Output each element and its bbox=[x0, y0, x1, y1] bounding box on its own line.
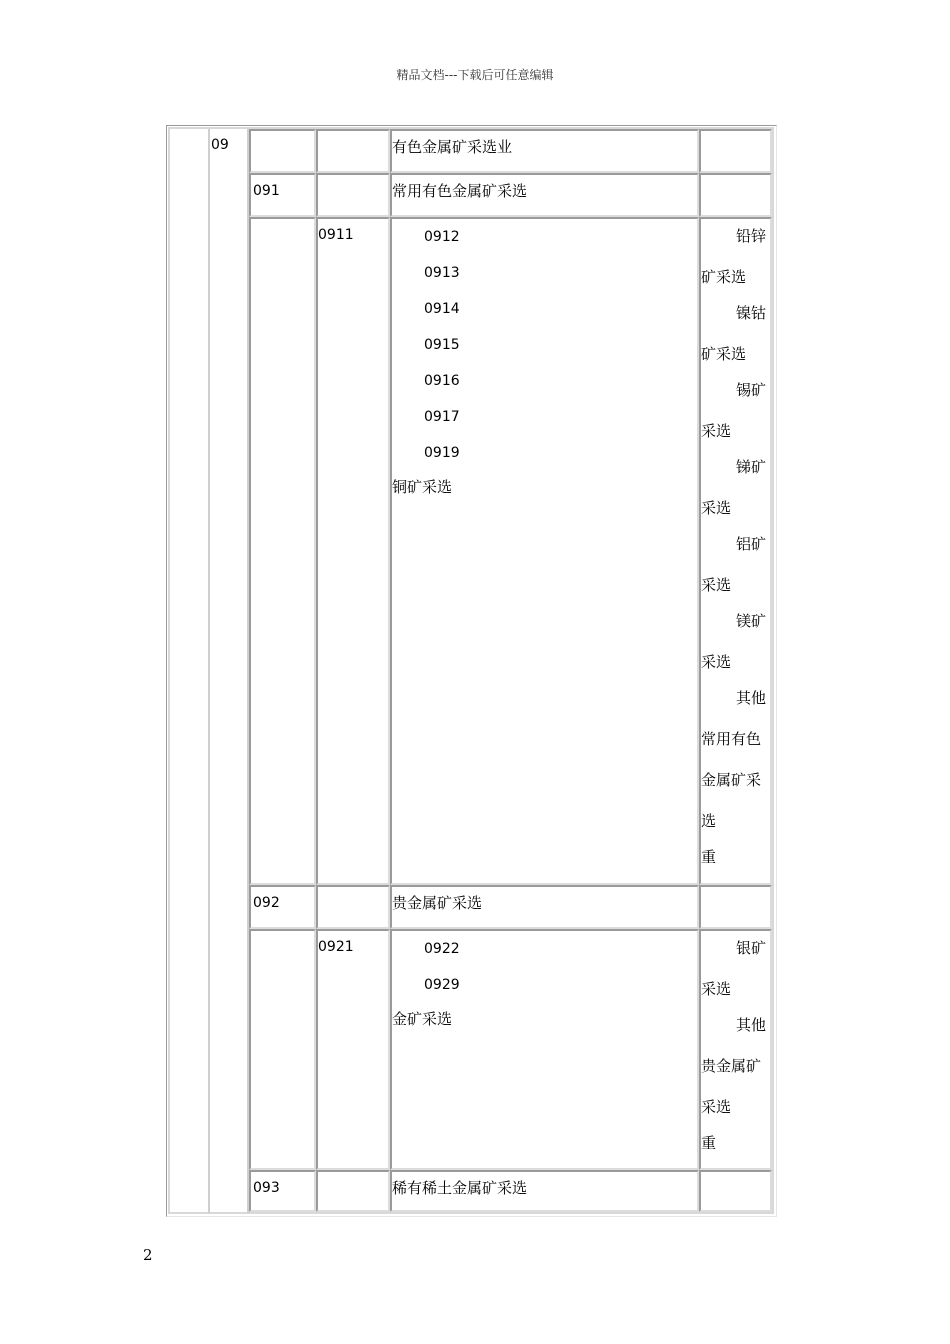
table-cell-code-0911 bbox=[316, 217, 390, 885]
table-cell-empty bbox=[316, 173, 390, 217]
code-0911: 0911 bbox=[318, 227, 354, 243]
name-0911: 铜矿采选 bbox=[392, 478, 453, 496]
text-line: 锡矿 bbox=[735, 381, 766, 399]
subcode-item: 0922 bbox=[424, 941, 460, 957]
subcode-item: 0915 bbox=[424, 337, 460, 353]
text-line: 矿采选 bbox=[701, 345, 747, 363]
text-line: 其他 bbox=[735, 689, 766, 707]
table-cell-empty bbox=[699, 173, 772, 217]
subcode-item: 0914 bbox=[424, 301, 460, 317]
name-093: 稀有稀土金属矿采选 bbox=[392, 1179, 528, 1197]
table-cell-code-091 bbox=[249, 173, 316, 217]
text-line: 选 bbox=[701, 812, 717, 830]
subcode-list bbox=[424, 227, 460, 479]
table-cell-subcodes-092 bbox=[390, 929, 699, 1170]
table-cell-empty bbox=[316, 1170, 390, 1212]
text-line: 镁矿 bbox=[735, 612, 766, 630]
table-cell-name-093 bbox=[390, 1170, 699, 1212]
subcode-item: 0916 bbox=[424, 373, 460, 389]
table-cell-empty bbox=[699, 885, 772, 929]
table-cell-names-091 bbox=[699, 217, 772, 885]
table-cell-names-092 bbox=[699, 929, 772, 1170]
subcode-item: 0917 bbox=[424, 409, 460, 425]
table-cell-name-092 bbox=[390, 885, 699, 929]
code-09: 09 bbox=[211, 137, 229, 153]
table-cell-code-0921 bbox=[316, 929, 390, 1170]
subcode-item: 0919 bbox=[424, 445, 460, 461]
text-line: 采选 bbox=[701, 1098, 732, 1116]
code-093: 093 bbox=[253, 1180, 280, 1196]
text-line: 采选 bbox=[701, 576, 732, 594]
page-header: 精品文档---下载后可任意编辑 bbox=[396, 68, 554, 82]
text-line: 矿采选 bbox=[701, 268, 747, 286]
text-line: 锑矿 bbox=[735, 458, 766, 476]
code-092: 092 bbox=[253, 895, 280, 911]
table-cell-code-09 bbox=[208, 129, 249, 173]
text-line: 重 bbox=[701, 848, 717, 866]
table-cell-empty bbox=[316, 885, 390, 929]
table-cell-empty bbox=[699, 129, 772, 173]
text-line: 常用有色 bbox=[701, 730, 762, 748]
subcode-item: 0929 bbox=[424, 977, 460, 993]
text-line: 采选 bbox=[701, 980, 732, 998]
name-09: 有色金属矿采选业 bbox=[392, 138, 513, 156]
column-divider bbox=[208, 129, 210, 1213]
text-line: 重 bbox=[701, 1134, 717, 1152]
code-0921: 0921 bbox=[318, 939, 354, 955]
text-line: 采选 bbox=[701, 422, 732, 440]
text-line: 采选 bbox=[701, 499, 732, 517]
text-line: 镍钴 bbox=[735, 304, 766, 322]
subcode-list bbox=[424, 939, 460, 1011]
page-number: 2 bbox=[143, 1246, 153, 1264]
text-line: 银矿 bbox=[735, 939, 766, 957]
table-cell-empty bbox=[249, 217, 316, 885]
text-line: 金属矿采 bbox=[701, 771, 762, 789]
name-092: 贵金属矿采选 bbox=[392, 894, 483, 912]
subcode-item: 0912 bbox=[424, 229, 460, 245]
table-cell-empty bbox=[316, 129, 390, 173]
table-cell-empty bbox=[699, 1170, 772, 1212]
text-line: 采选 bbox=[701, 653, 732, 671]
text-line: 其他 bbox=[735, 1016, 766, 1034]
text-line: 铝矿 bbox=[735, 535, 766, 553]
table-cell-empty bbox=[249, 129, 316, 173]
text-line: 铅锌 bbox=[735, 227, 766, 245]
code-091: 091 bbox=[253, 183, 280, 199]
name-091: 常用有色金属矿采选 bbox=[392, 182, 528, 200]
table-cell-code-093 bbox=[249, 1170, 316, 1212]
table-cell-empty bbox=[249, 929, 316, 1170]
table-cell-code-092 bbox=[249, 885, 316, 929]
table-cell-name-09 bbox=[390, 129, 699, 173]
text-line: 贵金属矿 bbox=[701, 1057, 762, 1075]
subcode-item: 0913 bbox=[424, 265, 460, 281]
name-0921: 金矿采选 bbox=[392, 1010, 453, 1028]
table-cell-name-091 bbox=[390, 173, 699, 217]
table-cell-subcodes-091 bbox=[390, 217, 699, 885]
